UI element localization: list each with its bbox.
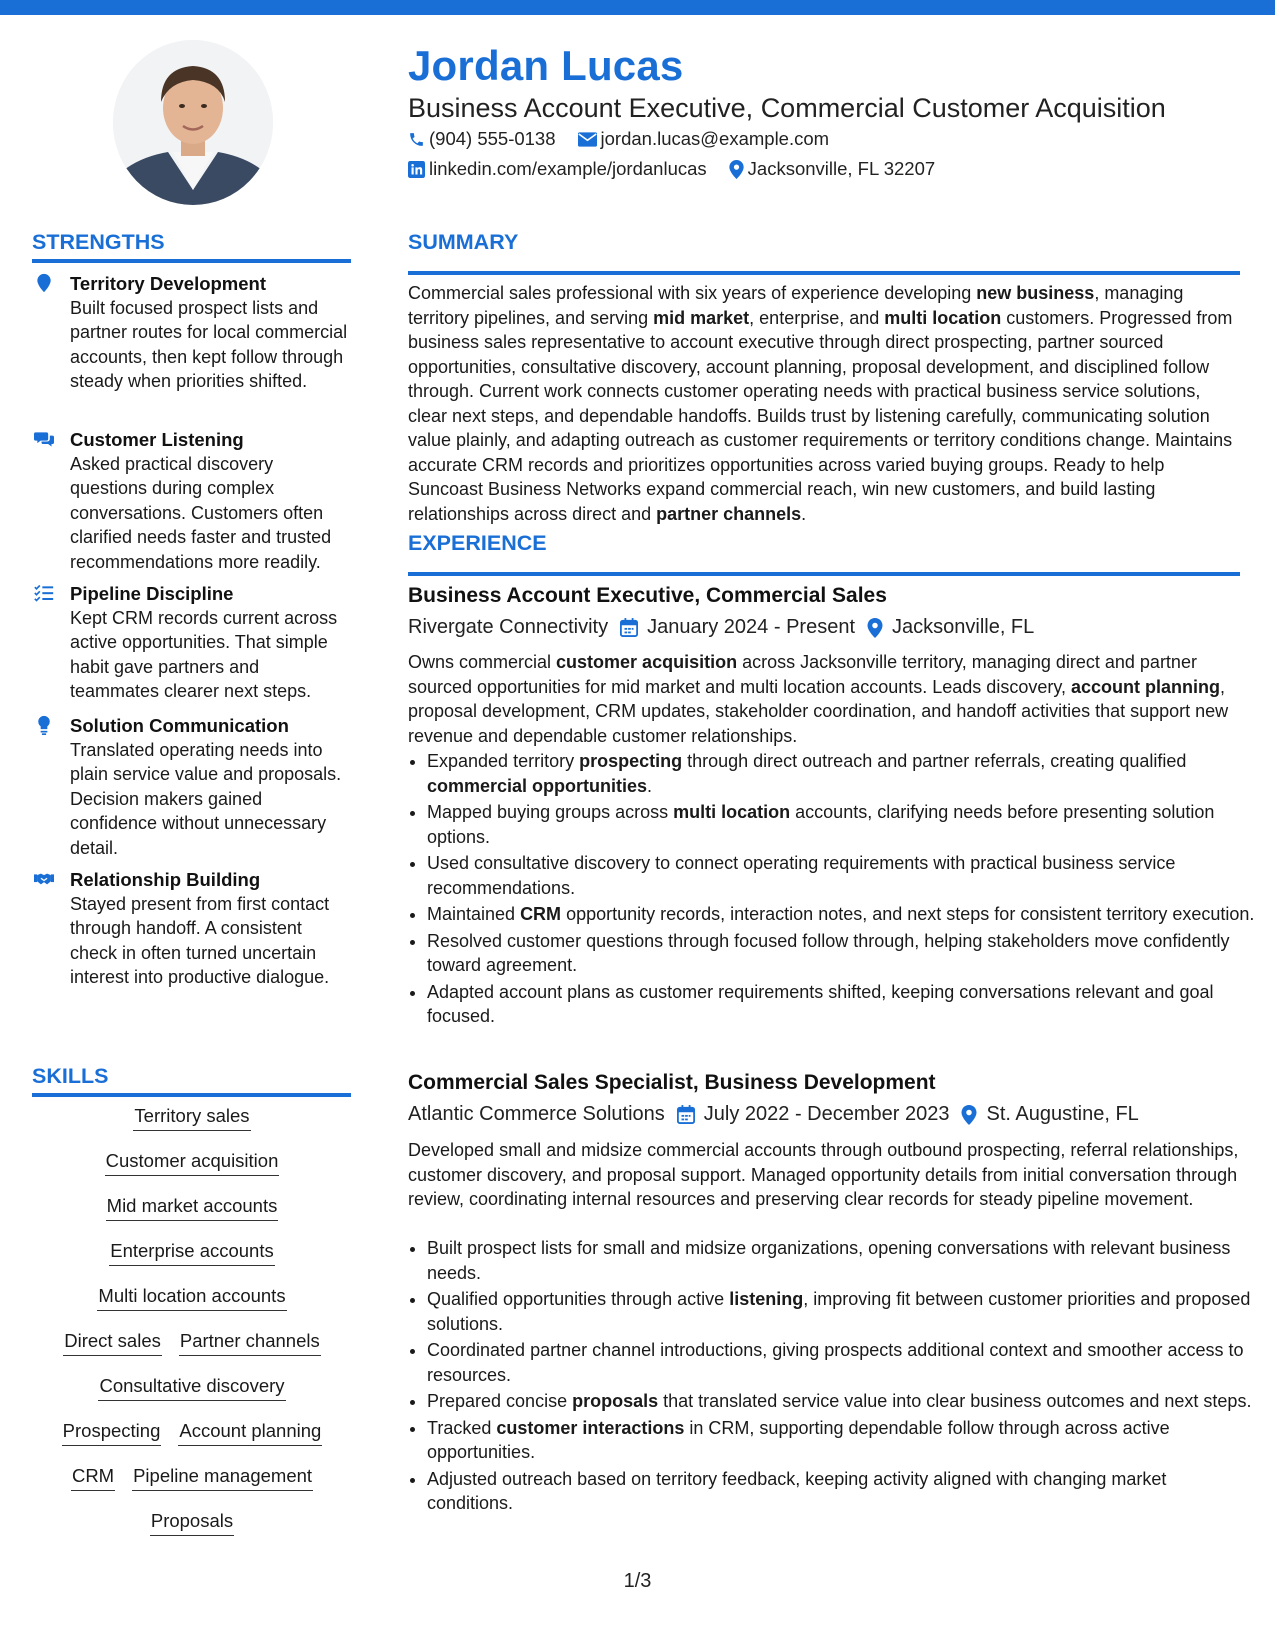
emphasis-text: new business (976, 283, 1095, 303)
bullet-item (427, 980, 1257, 1029)
text-run: in CRM, supporting dependable follow through across active opportunities. (427, 1417, 1170, 1462)
candidate-headline: Business Account Executive, Commercial Customer Acquisition (408, 93, 1166, 123)
summary-heading: SUMMARY (408, 230, 519, 254)
contact-row-1 (408, 128, 851, 150)
top-accent-bar (0, 0, 1275, 15)
bullet-item (427, 1467, 1257, 1516)
chat-bubbles-icon (34, 429, 54, 449)
text-run: Prepared concise (427, 1391, 573, 1411)
candidate-name: Jordan Lucas (408, 42, 684, 89)
skills-rule (32, 1093, 351, 1097)
text-run: , improving fit between customer priorities and proposed solutions. (427, 1289, 1251, 1334)
text-run: Qualified opportunities through active (427, 1289, 730, 1309)
contact-row-2 (408, 158, 957, 180)
emphasis-text: account planning (1071, 676, 1221, 697)
job-summary (408, 650, 1243, 748)
experience-rule (408, 572, 1240, 576)
skill-row (32, 1239, 352, 1284)
strength-title: Solution Communication (70, 715, 289, 736)
job-location: Jacksonville, FL (892, 616, 1035, 638)
strength-item (32, 868, 352, 990)
text-run: , proposal development, CRM updates, stakeholder coordination, and handoff activities that support new revenue and dependable customer relationships. (408, 676, 1229, 746)
emphasis-text: customer interactions (496, 1417, 685, 1438)
emphasis-text: partner channels (656, 503, 802, 524)
text-run: that translated service value into clear business outcomes and next steps. (658, 1391, 1252, 1411)
bullet-item (427, 749, 1257, 798)
skill-tag: Proposals (150, 1509, 234, 1536)
skill-row (32, 1284, 352, 1329)
map-pin-icon (34, 273, 54, 293)
skill-tag: Territory sales (133, 1104, 250, 1131)
text-run: through direct outreach and partner referrals, creating qualified (682, 751, 1187, 771)
job-company: Rivergate Connectivity (408, 616, 609, 638)
bullet-item (427, 800, 1257, 849)
strength-desc: Asked practical discovery questions during complex conversations. Customers often clarified needs faster and trusted recommendations more readily. (70, 454, 332, 572)
bullet-item (427, 1287, 1257, 1336)
job-dates: January 2024 - Present (647, 616, 855, 638)
profile-photo (113, 40, 273, 205)
checklist-icon (34, 583, 54, 603)
text-run: Resolved customer questions through focused follow through, helping stakeholders move confidently toward agreement. (427, 930, 1230, 975)
text-run: . (647, 775, 653, 796)
bullet-item (427, 929, 1257, 978)
text-run: Mapped buying groups across (427, 802, 674, 822)
job-title: Business Account Executive, Commercial Sales (408, 584, 887, 607)
strengths-rule (32, 259, 351, 263)
text-run: Used consultative discovery to connect operating requirements with practical business service recommendations. (427, 853, 1176, 898)
bullet-item (427, 1236, 1257, 1285)
text-run: Commercial sales professional with six years of experience developing (408, 283, 977, 303)
location-text: Jacksonville, FL 32207 (747, 158, 936, 179)
strength-desc: Translated operating needs into plain service value and proposals. Decision makers gained confidence without unnecessary detail. (70, 740, 342, 858)
job-bullets (408, 749, 1257, 1031)
skills-heading: SKILLS (32, 1064, 109, 1088)
text-run: Maintained (427, 904, 521, 924)
text-run: Tracked (427, 1417, 497, 1438)
emphasis-text: multi location (884, 307, 1002, 328)
text-run: accounts, clarifying needs before presenting solution options. (427, 802, 1215, 847)
emphasis-text: mid market (653, 307, 750, 328)
phone-text: (904) 555-0138 (429, 128, 556, 149)
map-pin-icon (961, 1105, 977, 1125)
text-run: . (801, 503, 807, 524)
skills-list (32, 1104, 352, 1554)
text-run: Developed small and midsize commercial accounts through outbound prospecting, referral relationships, customer discovery, and proposal support. Managed opportunity details from initial conversation through review, coordinating internal resources and preserving clear records for steady pipeline movement. (408, 1140, 1239, 1209)
emphasis-text: prospecting (579, 751, 683, 771)
skill-row (32, 1329, 352, 1374)
strengths-heading: STRENGTHS (32, 230, 165, 254)
strength-desc: Built focused prospect lists and partner routes for local commercial accounts, then kept follow through steady when priorities shifted. (70, 298, 348, 392)
linkedin-text[interactable]: linkedin.com/example/jordanlucas (429, 158, 707, 179)
emphasis-text: listening (729, 1289, 804, 1309)
emphasis-text: customer acquisition (556, 652, 738, 672)
skill-tag: Pipeline management (132, 1464, 313, 1491)
bullet-item (427, 902, 1257, 927)
map-pin-icon (867, 618, 883, 638)
text-run: Owns commercial (408, 652, 557, 672)
strength-item (32, 582, 352, 704)
text-run: Adjusted outreach based on territory feedback, keeping activity aligned with changing market conditions. (427, 1468, 1167, 1513)
strength-item (32, 272, 352, 394)
text-run: opportunity records, interaction notes, and next steps for consistent territory execution. (561, 904, 1255, 924)
text-run: customers. Progressed from business sales representative to account executive through direct prospecting, partner sourced opportunities, consultative discovery, account planning, proposal development, and disciplined follow through. Current work connects customer operating needs with practical business service solutions, clear next steps, and dependable handoffs. Builds trust by listening carefully, communicating solution value plainly, and adapting outreach as customer requirements or territory conditions change. Maintains accurate CRM records and prioritizes opportunities across varied buying groups. Ready to help Suncoast Business Networks expand commercial reach, win new customers, and build lasting relationships across direct and (408, 307, 1233, 524)
emphasis-text: proposals (572, 1391, 659, 1411)
emphasis-text: commercial opportunities (427, 775, 648, 796)
summary-rule (408, 271, 1240, 275)
emphasis-text: CRM (520, 904, 562, 924)
skill-row (32, 1374, 352, 1419)
experience-heading: EXPERIENCE (408, 531, 547, 555)
text-run: , managing territory pipelines, and serving (408, 283, 1184, 328)
linkedin-icon (408, 161, 425, 178)
calendar-icon (620, 618, 638, 637)
text-run: Adapted account plans as customer requirements shifted, keeping conversations relevant and goal focused. (427, 981, 1214, 1026)
bullet-item (427, 1416, 1257, 1465)
bullet-item (427, 851, 1257, 900)
lightbulb-icon (34, 715, 54, 735)
skill-tag: Customer acquisition (105, 1149, 280, 1176)
strength-title: Pipeline Discipline (70, 583, 234, 604)
calendar-icon (677, 1105, 695, 1124)
strength-title: Customer Listening (70, 429, 244, 450)
strength-item (32, 428, 352, 574)
skill-row (32, 1149, 352, 1194)
text-run: Built prospect lists for small and midsize organizations, opening conversations with relevant business needs. (427, 1238, 1231, 1283)
email-contact[interactable] (578, 128, 830, 150)
envelope-icon (578, 132, 597, 147)
text-run: across Jacksonville territory, managing direct and partner sourced opportunities for mid market and multi location accounts. Leads discovery, (408, 652, 1197, 697)
skill-tag: CRM (71, 1464, 115, 1491)
skill-row (32, 1464, 352, 1509)
job-dates: July 2022 - December 2023 (703, 1103, 950, 1125)
skill-tag: Partner channels (179, 1329, 321, 1356)
phone-contact (408, 128, 556, 150)
skill-tag: Account planning (178, 1419, 322, 1446)
job-company: Atlantic Commerce Solutions (408, 1103, 665, 1125)
text-run: Coordinated partner channel introductions, giving prospects additional context and smoother access to resources. (427, 1340, 1244, 1385)
strength-item (32, 714, 352, 860)
job-bullets (408, 1236, 1257, 1518)
linkedin-contact[interactable] (408, 158, 707, 180)
skill-row (32, 1509, 352, 1554)
job-location: St. Augustine, FL (986, 1103, 1139, 1125)
job-title: Commercial Sales Specialist, Business Development (408, 1071, 936, 1094)
job-summary (408, 1138, 1243, 1212)
bullet-item (427, 1338, 1257, 1387)
strength-desc: Stayed present from first contact through handoff. A consistent check in often turned uncertain interest into productive dialogue. (70, 894, 330, 988)
skill-tag: Mid market accounts (106, 1194, 279, 1221)
handshake-icon (34, 869, 54, 889)
skill-tag: Direct sales (63, 1329, 162, 1356)
bullet-item (427, 1389, 1257, 1414)
skill-tag: Prospecting (62, 1419, 162, 1446)
strength-title: Relationship Building (70, 869, 261, 890)
skill-row (32, 1419, 352, 1464)
emphasis-text: multi location (673, 802, 791, 822)
strength-desc: Kept CRM records current across active opportunities. That simple habit gave partners and teammates clearer next steps. (70, 608, 338, 702)
skill-tag: Multi location accounts (97, 1284, 286, 1311)
skill-row (32, 1194, 352, 1239)
text-run: , enterprise, and (749, 307, 885, 328)
strength-title: Territory Development (70, 273, 267, 294)
location-contact (729, 158, 936, 180)
page-number: 1/3 (623, 1570, 652, 1592)
job-meta (408, 616, 1046, 639)
job-meta (408, 1103, 1151, 1126)
text-run: Expanded territory (427, 751, 580, 771)
email-text[interactable]: jordan.lucas@example.com (600, 128, 830, 149)
summary-text (408, 281, 1243, 526)
skill-row (32, 1104, 352, 1149)
map-pin-icon (729, 160, 744, 179)
skill-tag: Consultative discovery (98, 1374, 285, 1401)
skill-tag: Enterprise accounts (109, 1239, 275, 1266)
phone-icon (408, 131, 425, 148)
